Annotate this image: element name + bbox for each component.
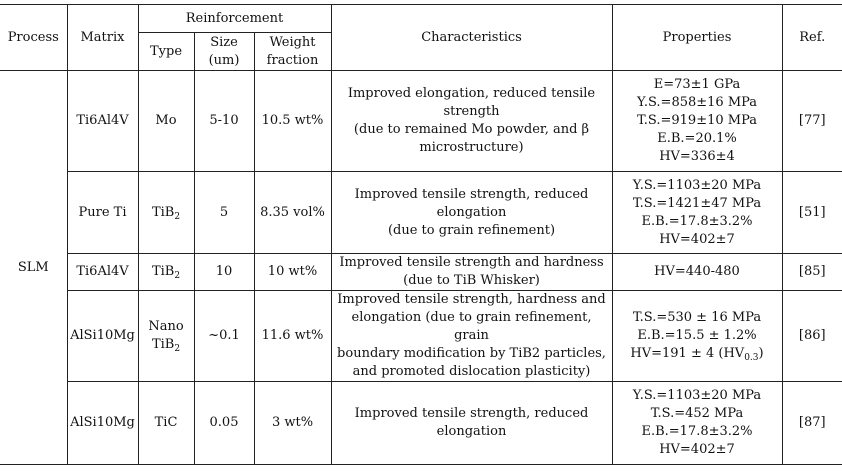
properties-cell: [612, 382, 782, 465]
weight-cell: 10.5 wt%: [254, 71, 331, 172]
type-base: TiB: [151, 264, 175, 279]
characteristics-cell: [331, 291, 612, 382]
ref-cell: [51]: [782, 172, 842, 254]
char-line: (due to grain refinement): [387, 222, 556, 238]
characteristics-cell: [331, 172, 612, 254]
char-line: and promoted dislocation plasticity): [352, 364, 591, 379]
char-line: Improved tensile strength, reduced elongation: [354, 406, 589, 439]
header-type: Type: [138, 33, 194, 71]
ref-cell: [87]: [782, 382, 842, 465]
char-line: Improved elongation, reduced tensile strength: [347, 86, 596, 119]
type-subscript: 2: [174, 271, 181, 281]
size-cell: ~0.1: [194, 291, 254, 382]
prop-line: Y.S.=1103±20 MPa: [632, 388, 762, 403]
weight-cell: 10 wt%: [254, 254, 331, 291]
prop-line-hv: [615, 345, 780, 363]
header-properties: Properties: [612, 5, 782, 71]
size-cell: 5: [194, 172, 254, 254]
char-line: Improved tensile strength, hardness and: [337, 292, 606, 307]
properties-cell: [612, 71, 782, 172]
header-process: Process: [0, 5, 67, 71]
ref-cell: [85]: [782, 254, 842, 291]
header-size-line1: Size: [210, 34, 238, 50]
type-base: TiB: [151, 204, 175, 220]
prop-line: Y.S.=1103±20 MPa: [632, 177, 762, 193]
char-line: Improved tensile strength and hardness: [339, 255, 604, 270]
table-row: [0, 254, 842, 291]
prop-line: T.S.=452 MPa: [650, 406, 744, 421]
properties-cell: [612, 254, 782, 291]
matrix-cell: AlSi10Mg: [67, 382, 138, 465]
header-characteristics: Characteristics: [331, 5, 612, 71]
prop-line: HV=440-480: [654, 264, 740, 279]
char-line: elongation (due to grain refinement, grain: [351, 310, 592, 343]
prop-hv-subscript: 0.3: [744, 353, 759, 363]
ref-cell: [86]: [782, 291, 842, 382]
prop-line: E.B.=20.1%: [657, 131, 737, 146]
weight-cell: 11.6 wt%: [254, 291, 331, 382]
size-cell: 0.05: [194, 382, 254, 465]
size-cell: 5-10: [194, 71, 254, 172]
prop-line: HV=402±7: [659, 231, 735, 247]
table-row: [0, 291, 842, 382]
table-row: [0, 71, 842, 172]
data-table: [0, 4, 842, 465]
type-cell: [138, 291, 194, 382]
prop-line: T.S.=1421±47 MPa: [632, 195, 762, 211]
char-line: (due to remained Mo powder, and β: [353, 122, 590, 137]
char-line: microstructure): [419, 140, 524, 155]
properties-cell: [612, 172, 782, 254]
type-cell: [138, 172, 194, 254]
prop-hv-close: ): [758, 346, 764, 361]
size-cell: 10: [194, 254, 254, 291]
type-line1: Nano: [148, 319, 184, 334]
header-matrix: Matrix: [67, 5, 138, 71]
table-row: [0, 172, 842, 254]
table-row: [0, 382, 842, 465]
prop-line: E.B.=17.8±3.2%: [641, 424, 753, 439]
char-line: elongation: [436, 204, 507, 220]
matrix-cell: Ti6Al4V: [67, 254, 138, 291]
weight-cell: 3 wt%: [254, 382, 331, 465]
header-size: [194, 33, 254, 71]
characteristics-cell: [331, 254, 612, 291]
prop-line: E=73±1 GPa: [653, 77, 741, 92]
process-cell: SLM: [0, 71, 67, 465]
prop-line: T.S.=530 ± 16 MPa: [632, 310, 762, 325]
ref-cell: [77]: [782, 71, 842, 172]
type-cell: Mo: [138, 71, 194, 172]
type-line2: [141, 336, 192, 354]
type-subscript: 2: [174, 211, 181, 222]
weight-cell: 8.35 vol%: [254, 172, 331, 254]
characteristics-cell: [331, 71, 612, 172]
prop-line: HV=336±4: [659, 149, 735, 164]
type-base: TiB: [151, 337, 175, 352]
char-line: boundary modification by TiB2 particles,: [337, 346, 606, 361]
header-reinforcement: Reinforcement: [138, 5, 331, 33]
char-line: (due to TiB Whisker): [403, 273, 540, 288]
header-weight-line1: Weight: [269, 34, 316, 50]
characteristics-cell: [331, 382, 612, 465]
header-weight: [254, 33, 331, 71]
char-line: Improved tensile strength, reduced: [354, 186, 589, 202]
matrix-cell: Pure Ti: [67, 172, 138, 254]
header-size-line2: (um): [208, 52, 240, 68]
prop-line: E.B.=15.5 ± 1.2%: [637, 328, 757, 343]
type-cell: [138, 254, 194, 291]
prop-line: Y.S.=858±16 MPa: [636, 95, 758, 110]
prop-line: E.B.=17.8±3.2%: [641, 213, 753, 229]
prop-line: HV=402±7: [659, 442, 735, 457]
prop-line: T.S.=919±10 MPa: [637, 113, 757, 128]
type-cell: TiC: [138, 382, 194, 465]
prop-hv-base: HV=191 ± 4 (HV: [630, 346, 745, 361]
properties-cell: [612, 291, 782, 382]
header-ref: Ref.: [782, 5, 842, 71]
matrix-cell: Ti6Al4V: [67, 71, 138, 172]
header-weight-line2: fraction: [266, 52, 319, 68]
type-subscript: 2: [174, 344, 181, 354]
matrix-cell: AlSi10Mg: [67, 291, 138, 382]
